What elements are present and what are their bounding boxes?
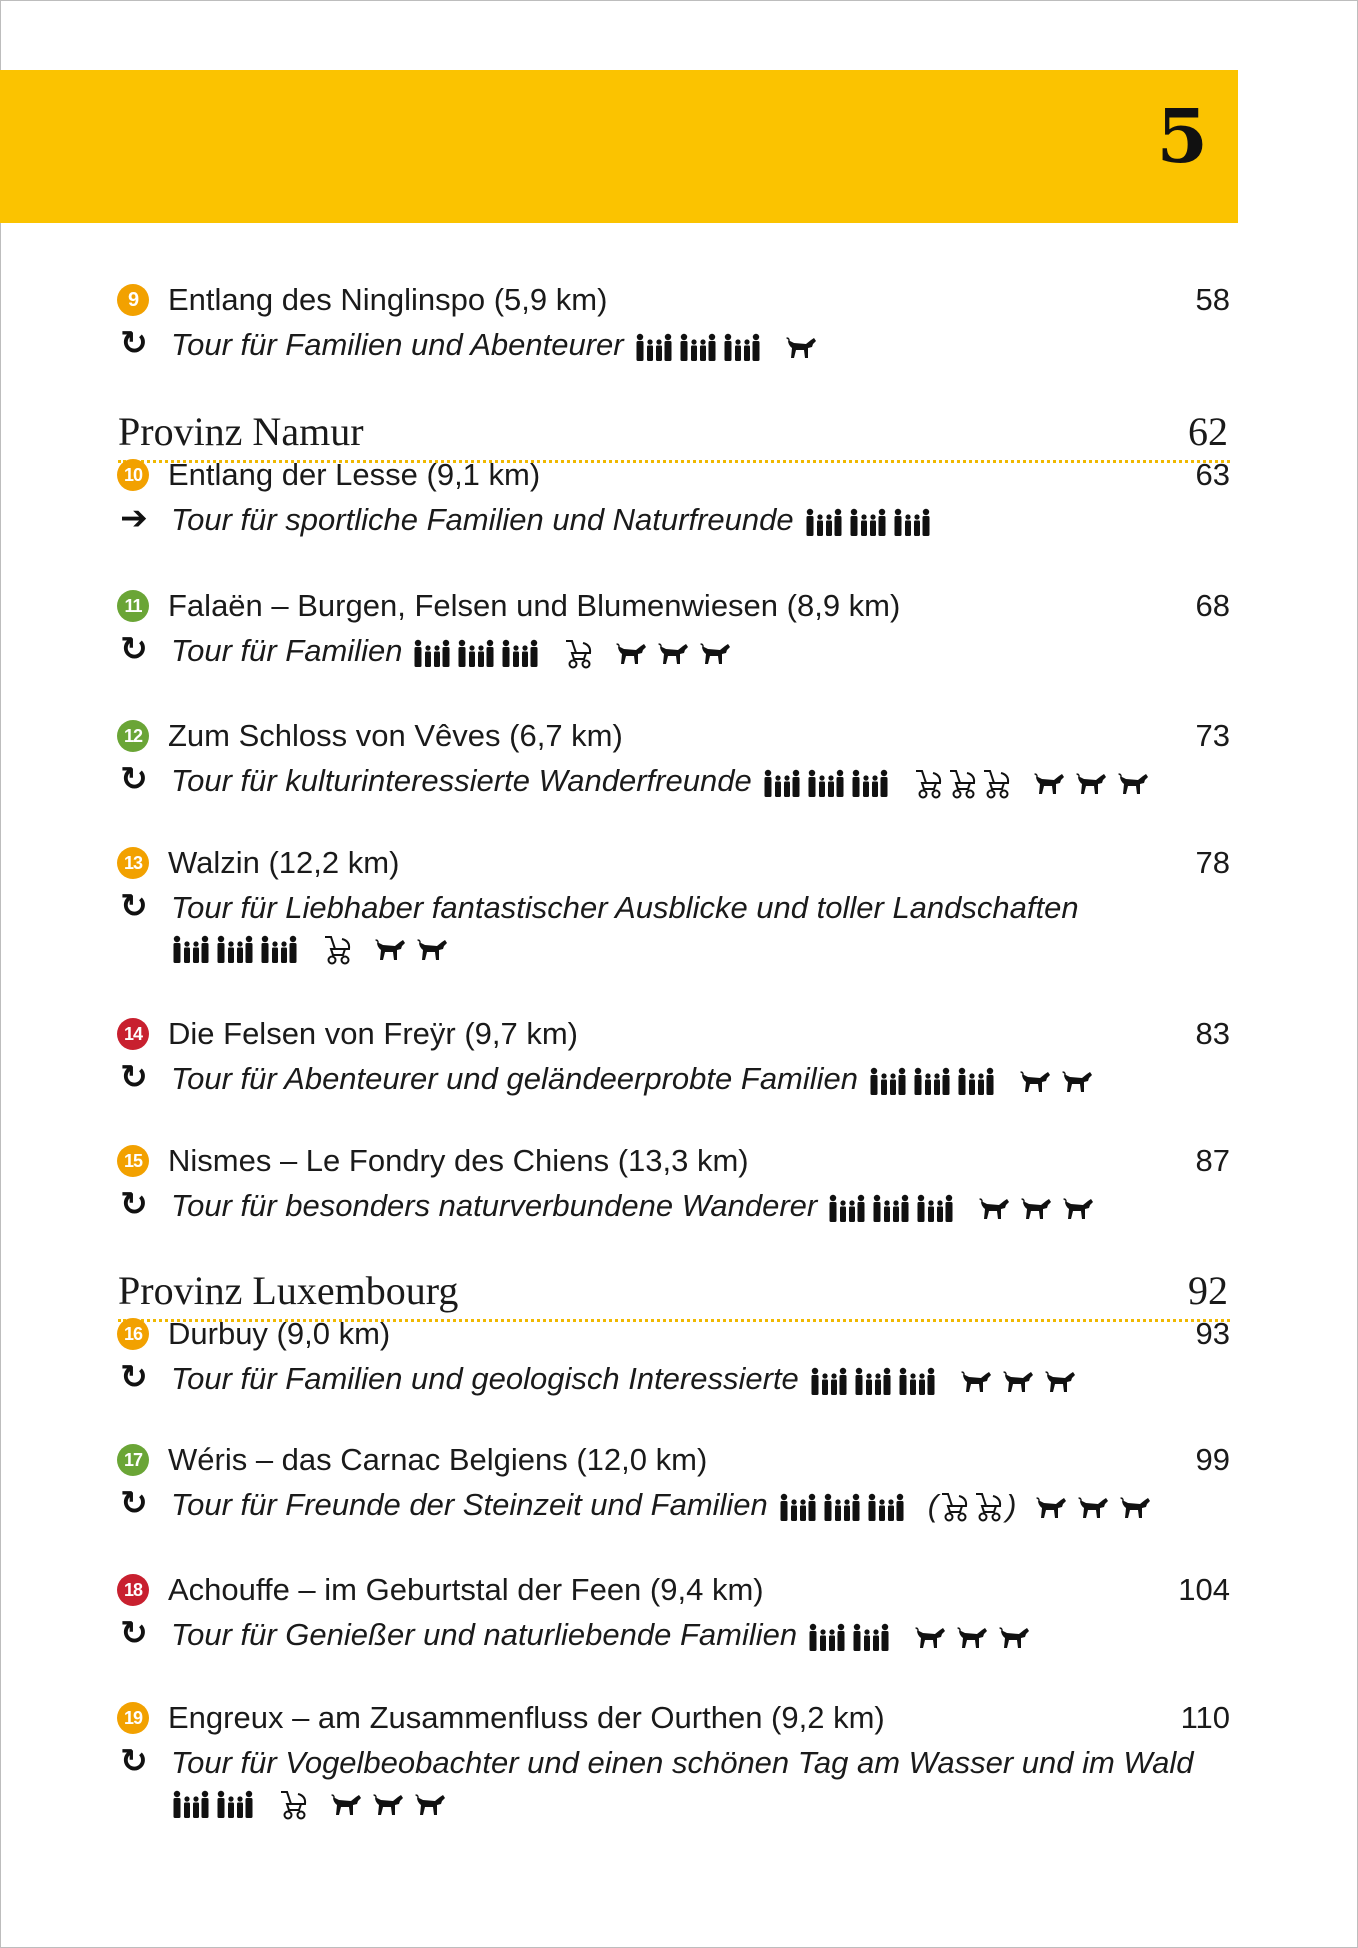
family-icon: [866, 1487, 906, 1522]
dog-icons: [329, 1791, 455, 1817]
stroller-icons: ( ): [927, 1487, 1017, 1523]
family-icons: [778, 1487, 910, 1523]
tour-description: Tour für sportliche Familien und Naturfreunde: [171, 501, 794, 537]
stroller-icon: [277, 1795, 311, 1812]
family-icon: [912, 1061, 952, 1096]
tour-icons: [402, 631, 740, 666]
tour-description-line: [171, 631, 740, 669]
tour-description: Tour für Abenteurer und geländeerprobte Familien: [171, 1060, 859, 1096]
tour-page-number[interactable]: 104: [1178, 1572, 1230, 1607]
tour-description-line: [171, 1743, 1194, 1781]
circular-arrow-icon: ↻: [120, 886, 148, 925]
tour-number-badge: 15: [117, 1145, 149, 1177]
circular-arrow-icon: ↻: [120, 1613, 148, 1652]
tour-description-line: [171, 500, 936, 538]
tour-title[interactable]: Zum Schloss von Vêves (6,7 km): [168, 718, 623, 753]
tour-icons: [624, 325, 826, 360]
dog-icon: [784, 327, 818, 362]
dog-icon: [614, 633, 648, 668]
stroller-icon: [980, 763, 1014, 798]
tour-number-badge: 9: [117, 284, 149, 316]
family-icons: [868, 1061, 1000, 1097]
tour-title[interactable]: Engreux – am Zusammenfluss der Ourthen (9,2 km): [168, 1700, 885, 1735]
tour-page-number[interactable]: 73: [1195, 718, 1230, 753]
family-icon: [897, 1361, 937, 1396]
tour-page-number[interactable]: 110: [1180, 1700, 1230, 1735]
circular-arrow-icon: ↻: [120, 323, 148, 362]
stroller-icon: [912, 763, 946, 798]
family-icon: [853, 1361, 893, 1396]
section-title: Provinz Namur: [118, 409, 364, 454]
chapter-header-bar: [0, 70, 1238, 223]
family-icon: [848, 502, 888, 537]
family-icon: [871, 1188, 911, 1223]
tour-page-number[interactable]: 87: [1195, 1143, 1230, 1178]
family-icon: [807, 1617, 847, 1652]
tour-title[interactable]: Durbuy (9,0 km): [168, 1316, 391, 1351]
dog-icon: [373, 940, 407, 957]
dog-icon: [413, 1795, 447, 1812]
tour-description-line: [171, 888, 1079, 926]
circular-arrow-icon: ↻: [120, 629, 148, 668]
dog-icon: [1074, 763, 1108, 798]
family-icon: [762, 763, 802, 798]
dog-icon: [1032, 763, 1066, 798]
family-icon: [851, 1617, 891, 1652]
right-arrow-icon: ➔: [120, 498, 148, 537]
stroller-icons: [321, 933, 355, 965]
dog-icons: [1032, 763, 1158, 799]
tour-description: Tour für Familien: [171, 632, 403, 668]
family-icon: [850, 763, 890, 798]
dog-icons: [913, 1617, 1039, 1653]
tour-icons: [797, 1615, 1039, 1650]
family-icon: [827, 1188, 867, 1223]
tour-description: Tour für kulturinteressierte Wanderfreunde: [171, 762, 752, 798]
section-page-number: 62: [1188, 409, 1228, 454]
family-icon: [412, 633, 452, 668]
dog-icon: [955, 1617, 989, 1652]
stroller-icon: [972, 1486, 1006, 1521]
tour-description: Tour für Familien und Abenteurer: [171, 326, 624, 362]
family-icon: [868, 1061, 908, 1096]
family-icons: [412, 633, 544, 669]
tour-icons: [858, 1059, 1102, 1094]
dog-icons: [373, 936, 457, 962]
dog-icon: [1019, 1188, 1053, 1223]
tour-description-line: [171, 1186, 1103, 1224]
family-icons: [827, 1188, 959, 1224]
dog-icon: [371, 1795, 405, 1812]
tour-number-badge: 12: [117, 720, 149, 752]
family-icons: [804, 502, 936, 538]
family-icon: [259, 940, 299, 957]
tour-icons: [817, 1186, 1103, 1221]
tour-description-line: [171, 1615, 1039, 1653]
tour-description: Tour für Genießer und naturliebende Familien: [171, 1616, 798, 1652]
section-heading: [118, 1263, 1230, 1322]
dog-icon: [1061, 1188, 1095, 1223]
tour-title[interactable]: Falaën – Burgen, Felsen und Blumenwiesen (8,9 km): [168, 588, 901, 623]
dog-icon: [1034, 1487, 1068, 1522]
family-icon: [634, 327, 674, 362]
stroller-icons: [912, 763, 1014, 799]
tour-description: Tour für besonders naturverbundene Wanderer: [171, 1187, 818, 1223]
tour-number-badge: 11: [117, 590, 149, 622]
tour-number-badge: 13: [117, 847, 149, 879]
stroller-icon: [562, 633, 596, 668]
family-icon: [804, 502, 844, 537]
dog-icon: [1018, 1061, 1052, 1096]
tour-description: Tour für Liebhaber fantastischer Ausblicke und toller Landschaften: [171, 889, 1079, 925]
tour-icons: [768, 1485, 1161, 1523]
family-icons: [634, 327, 766, 363]
tour-description: Tour für Familien und geologisch Interessierte: [171, 1360, 799, 1396]
dog-icons: [1034, 1487, 1160, 1523]
section-page-number: 92: [1188, 1268, 1228, 1313]
family-icon: [456, 633, 496, 668]
dog-icons: [959, 1361, 1085, 1397]
family-icon: [809, 1361, 849, 1396]
tour-description-line: [171, 1485, 1160, 1524]
family-icon: [722, 327, 762, 362]
tour-title[interactable]: Achouffe – im Geburtstal der Feen (9,4 km): [168, 1572, 764, 1607]
tour-page-number[interactable]: 93: [1195, 1316, 1230, 1351]
tour-number-badge: 10: [117, 459, 149, 491]
tour-number-badge: 14: [117, 1018, 149, 1050]
dog-icon: [959, 1361, 993, 1396]
tour-page-number[interactable]: 99: [1195, 1442, 1230, 1477]
tour-number-badge: 19: [117, 1702, 149, 1734]
circular-arrow-icon: ↻: [120, 1184, 148, 1223]
tour-icons: [794, 500, 936, 535]
tour-description-line: [171, 1359, 1085, 1397]
tour-icons: [171, 1788, 455, 1824]
dog-icon: [1001, 1361, 1035, 1396]
dog-icon: [1043, 1361, 1077, 1396]
tour-title[interactable]: Wéris – das Carnac Belgiens (12,0 km): [168, 1442, 708, 1477]
stroller-icons: [277, 1788, 311, 1820]
tour-title[interactable]: Die Felsen von Freÿr (9,7 km): [168, 1016, 578, 1051]
family-icon: [215, 940, 255, 957]
tour-number-badge: 17: [117, 1444, 149, 1476]
dog-icon: [698, 633, 732, 668]
tour-page-number[interactable]: 83: [1195, 1016, 1230, 1051]
tour-number-badge: 16: [117, 1318, 149, 1350]
tour-description-line: [171, 761, 1158, 799]
tour-title[interactable]: Entlang des Ninglinspo (5,9 km): [168, 282, 608, 317]
chapter-number: 5: [1156, 94, 1208, 180]
family-icons: [171, 1789, 259, 1819]
circular-arrow-icon: ↻: [120, 1483, 148, 1522]
dog-icon: [656, 633, 690, 668]
stroller-icon: [321, 940, 355, 957]
family-icons: [807, 1617, 895, 1653]
dog-icons: [614, 633, 740, 669]
section-heading: [118, 404, 1230, 463]
dog-icon: [329, 1795, 363, 1812]
family-icon: [956, 1061, 996, 1096]
dog-icon: [977, 1188, 1011, 1223]
dog-icons: [977, 1188, 1103, 1224]
tour-description-line: [171, 1059, 1102, 1097]
tour-page-number[interactable]: 58: [1195, 282, 1230, 317]
tour-icons: [171, 933, 457, 969]
family-icon: [171, 940, 211, 957]
family-icon: [822, 1487, 862, 1522]
circular-arrow-icon: ↻: [120, 1741, 148, 1780]
tour-title[interactable]: Walzin (12,2 km): [168, 845, 400, 880]
dog-icons: [784, 327, 826, 363]
tour-icons: [799, 1359, 1085, 1394]
family-icon: [215, 1795, 255, 1812]
family-icon: [678, 327, 718, 362]
dog-icon: [997, 1617, 1031, 1652]
dog-icon: [415, 940, 449, 957]
stroller-icon: [938, 1486, 972, 1521]
circular-arrow-icon: ↻: [120, 1357, 148, 1396]
family-icon: [806, 763, 846, 798]
tour-description: Tour für Vogelbeobachter und einen schönen Tag am Wasser und im Wald: [171, 1744, 1194, 1780]
family-icons: [762, 763, 894, 799]
family-icon: [892, 502, 932, 537]
circular-arrow-icon: ↻: [120, 759, 148, 798]
family-icons: [171, 934, 303, 964]
tour-description: Tour für Freunde der Steinzeit und Familien: [171, 1486, 768, 1522]
tour-page-number[interactable]: 68: [1195, 588, 1230, 623]
section-title: Provinz Luxembourg: [118, 1268, 459, 1313]
dog-icon: [913, 1617, 947, 1652]
tour-page-number[interactable]: 63: [1195, 457, 1230, 492]
family-icon: [500, 633, 540, 668]
family-icon: [915, 1188, 955, 1223]
tour-description-line: [171, 325, 826, 363]
dog-icons: [1018, 1061, 1102, 1097]
family-icon: [171, 1795, 211, 1812]
tour-title[interactable]: Nismes – Le Fondry des Chiens (13,3 km): [168, 1143, 749, 1178]
family-icon: [778, 1487, 818, 1522]
stroller-icon: [946, 763, 980, 798]
circular-arrow-icon: ↻: [120, 1057, 148, 1096]
tour-title[interactable]: Entlang der Lesse (9,1 km): [168, 457, 541, 492]
dog-icon: [1116, 763, 1150, 798]
dog-icon: [1076, 1487, 1110, 1522]
stroller-icons: [562, 633, 596, 669]
family-icons: [809, 1361, 941, 1397]
tour-icons: [752, 761, 1158, 796]
dog-icon: [1118, 1487, 1152, 1522]
tour-number-badge: 18: [117, 1574, 149, 1606]
dog-icon: [1060, 1061, 1094, 1096]
tour-page-number[interactable]: 78: [1195, 845, 1230, 880]
